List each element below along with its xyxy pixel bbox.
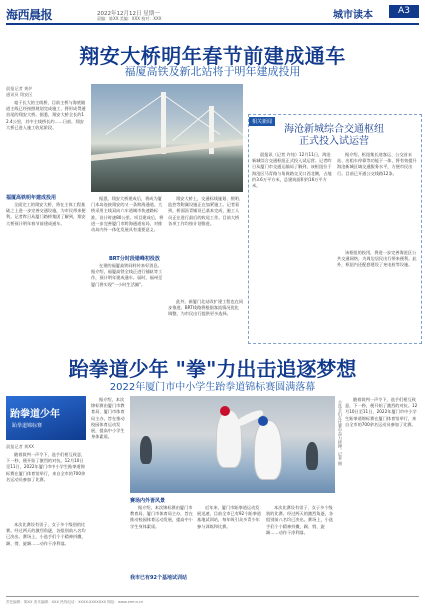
article-text: 近年来，厦门市跆拳道运动发展迅速，目前全市已有92个跆拳道基地试训站，每年吸引众多青少年参与训练和比赛。 <box>197 505 261 529</box>
taekwondo-graphic <box>6 396 86 440</box>
header-rule <box>6 23 419 25</box>
graphic-subtitle: 跆拳道锦标赛 <box>12 423 43 429</box>
subhead-taekwondo: 2022年厦门市中小学生跆拳道锦标赛圆满落幕 <box>109 382 316 393</box>
article-text: 随着裁判一声令下，选手们相互致意，下一秒，便开始了激烈的对抗。12月10日至11日，2022年厦门市中小学生跆拳道锦标赛在厦门体育馆举行，来自全市的700余名运动员参加了比赛。 <box>6 452 86 482</box>
headline-bridge: 翔安大桥明年春节前建成通车 <box>79 44 346 68</box>
sidebar-text: 据介绍，枢纽集长途客运、公交首末站、出租车停靠等功能于一体，将有效提升海沧新城区域交通服务水平，方便市民出行。目前已开通公交线路12条。 <box>337 152 417 176</box>
sidebar-text: 该枢纽的投用，将进一步完善海沧区公共交通网络，为周边居民出行带来便利。此外，枢纽内还配套建设了充电桩等设施。 <box>337 250 417 268</box>
footer-info: 责任编辑：陈XX 美术编辑：XXX 热线电话：XXXX-XXXXXXX 网址：www.xmnn.cn <box>6 600 144 604</box>
photo-caption: 小选手们在比赛中奋力拼搏。记者 摄 <box>338 400 343 466</box>
subhead-brt: BRT分时段错峰初投放 <box>109 256 160 262</box>
article-text: 本次比赛设有男子、女子多个级别的比赛。经过两天的激烈角逐，各组别前八名均已决出。赛场上，小选手们个个精神抖擞，踢、劈、旋踢……动作干净利落。 <box>266 505 334 535</box>
page-number: A3 <box>389 5 419 18</box>
taekwondo-photo <box>130 396 335 493</box>
article-text: 随着裁判一声令下，选手们相互致意，下一秒，便开始了激烈的对抗。12月10日至11日，2022年厦门市中小学生跆拳道锦标赛在厦门体育馆举行，来自全市的700余名运动员参加了比赛。 <box>345 397 418 427</box>
sidebar-title: 海沧新城综合交通枢纽 正式投入试运营 <box>284 124 384 147</box>
sidebar-tag: 相关新闻 <box>249 117 275 126</box>
masthead-text: 海西晨报 <box>6 8 53 22</box>
article-text: 全面完工的翔安大桥，将在主体工程基础之上进一步完善交通设施，为市民带来便利。记者昨日从厦门路桥集团了解到，翔安大桥预计明年春节前建成通车。 <box>6 202 86 226</box>
article-text: 据悉，翔安大桥建成后，将成为厦门本岛连接翔安的又一条跨海通道。大桥采用主线双向六车道城市快速路标准，设计时速80公里。项目建成后，将进一步完善厦门市跨海通道布局，对推动岛内外一体化发展具有重要意义。 <box>91 196 164 233</box>
subhead-highspeed-rail: 福厦高铁明年建成投用 <box>6 195 57 201</box>
subhead-training-sites: 我市已有92个基地试训站 <box>130 575 187 581</box>
headline-taekwondo: 跆拳道少年 "拳"力出击追逐梦想 <box>68 357 357 381</box>
masthead <box>6 6 76 22</box>
article-text: 据介绍，本次锦标赛由厦门市教育局、厦门市体育局主办，旨在推动校园体育运动发展，提高中小学生身体素质。 <box>130 505 193 529</box>
graphic-title: 跆拳道少年 <box>10 409 60 420</box>
article-text: 翔安大桥上，交通标线施划、照明、监控等附属设施正在加紧施工。记者看到，桥面沥青铺设已基本完成，施工人员正在进行最后的收尾工作。目前大桥各项工作均按计划推进。 <box>168 196 243 226</box>
article-text: 此外，新厦门北站改扩建工程也在同步推进。BRT线路将根据客流情况优化调整，为市民出行提供更多选择。 <box>168 299 243 317</box>
footer-rule <box>6 596 419 597</box>
article-text: 在建的福厦高铁同样传来好消息。据介绍，福厦高铁全线正进行铺轨等工作，预计明年建成通车。届时，福州至厦门将实现"一小时生活圈"。 <box>91 263 163 287</box>
byline-taekwondo: 晨报记者 黄XX <box>6 444 35 449</box>
article-text: 毫于长大的主线桥，目前主桥与海底隧道主线已经按照规划完成施工，将形成贯通首尾的翔安大桥。据悉，翔安大桥全长约12.4公里，其中主线桥长约……日前，翔安大桥已进入施工收尾阶段。 <box>6 100 86 130</box>
article-text: 据介绍，本次锦标赛由厦门市教育局、厦门市体育局主办，旨在推动校园体育运动发展，提高中小学生身体素质。 <box>91 397 125 440</box>
section-title: 城市读本 <box>333 10 373 21</box>
subhead-venue: 赛场内外皆风景 <box>130 498 166 504</box>
article-text: 本次比赛设有男子、女子多个级别的比赛。经过两天的激烈角逐，各组别前八名均已决出。赛场上，小选手们个个精神抖擞，踢、劈、旋踢……动作干净利落。 <box>6 522 86 546</box>
subhead-bridge: 福厦高铁及新北站将于明年建成投用 <box>124 65 301 78</box>
issue-date: 2022年12月12日 星期一 <box>97 11 160 17</box>
bridge-photo <box>91 84 243 192</box>
sidebar-text: 晨报讯（记者 许纯）12月11日，海沧新城综合交通枢纽正式投入试运营。记者昨日从厦门市交通运输局了解到，该枢纽位于海沧区马青路与角嵩路交叉口西北侧，占地约3.6万平方米，总建筑面积约16万平方米。 <box>252 152 332 189</box>
byline-bridge: 晨报记者 黄炉 通讯员 翔安区 <box>6 86 33 98</box>
editor-line: 责编：陈XX 美编：XXX 校对：XXX <box>97 16 162 21</box>
